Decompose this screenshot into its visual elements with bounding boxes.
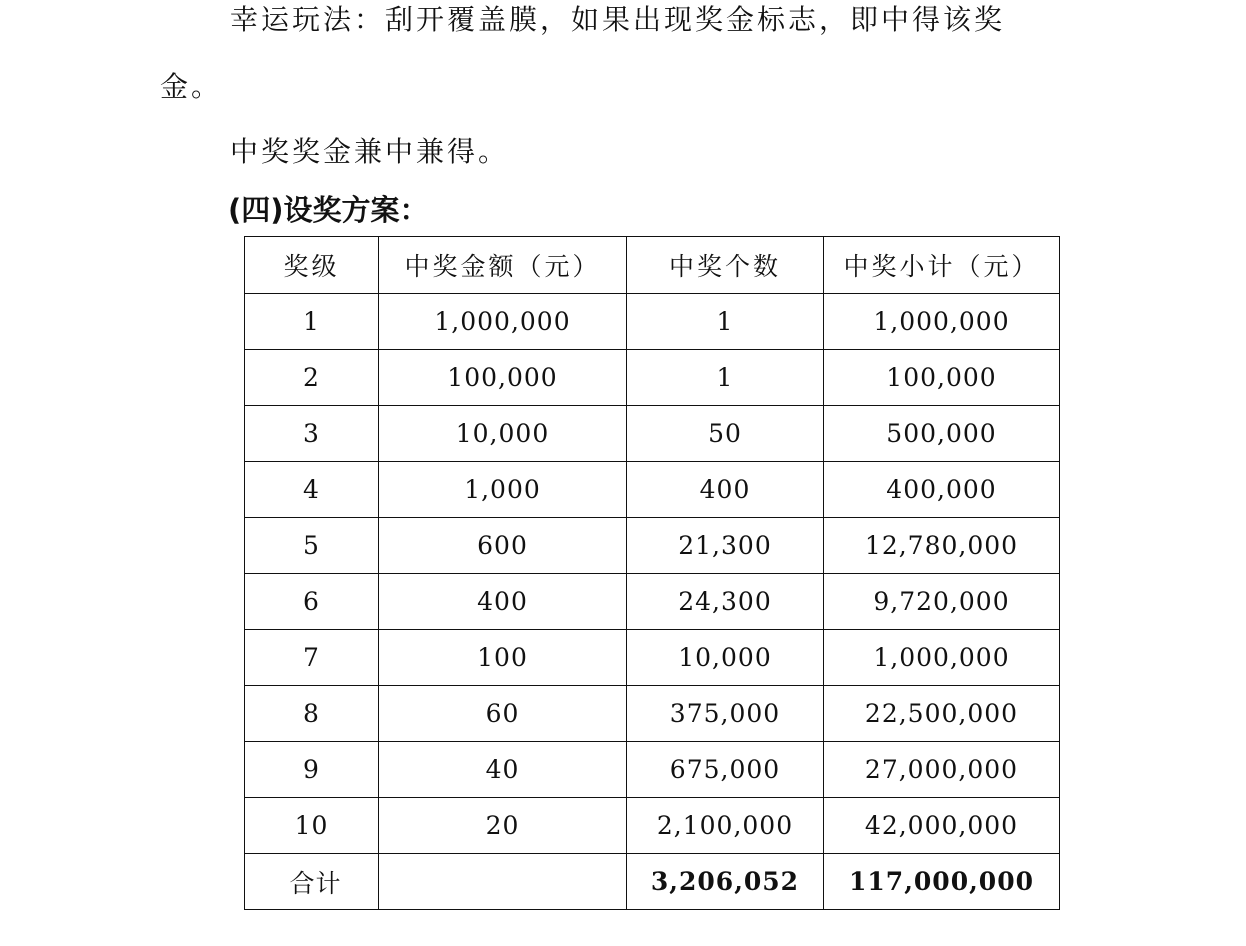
cell-count: 21,300 bbox=[627, 518, 824, 574]
cell-amount: 600 bbox=[379, 518, 627, 574]
cell-subtotal: 500,000 bbox=[824, 406, 1060, 462]
cell-amount: 400 bbox=[379, 574, 627, 630]
table-row bbox=[245, 630, 1060, 686]
table-header-row bbox=[245, 237, 1060, 294]
total-count: 3,206,052 bbox=[627, 854, 824, 910]
table-row bbox=[245, 686, 1060, 742]
cell-subtotal: 42,000,000 bbox=[824, 798, 1060, 854]
total-subtotal: 117,000,000 bbox=[824, 854, 1060, 910]
cell-amount: 10,000 bbox=[379, 406, 627, 462]
table-total-row bbox=[245, 854, 1060, 910]
cell-level: 9 bbox=[245, 742, 379, 798]
cell-amount: 1,000 bbox=[379, 462, 627, 518]
cell-count: 375,000 bbox=[627, 686, 824, 742]
prize-table bbox=[244, 236, 1060, 910]
lucky-play-paragraph-continued: 金。 bbox=[160, 70, 223, 103]
header-prize-subtotal: 中奖小计（元） bbox=[824, 237, 1060, 294]
total-amount bbox=[379, 854, 627, 910]
cell-count: 400 bbox=[627, 462, 824, 518]
cell-amount: 20 bbox=[379, 798, 627, 854]
cell-count: 24,300 bbox=[627, 574, 824, 630]
cell-subtotal: 100,000 bbox=[824, 350, 1060, 406]
combined-prize-paragraph: 中奖奖金兼中兼得。 bbox=[230, 135, 510, 168]
header-prize-level: 奖级 bbox=[245, 237, 379, 294]
cell-count: 1 bbox=[627, 350, 824, 406]
cell-count: 50 bbox=[627, 406, 824, 462]
cell-level: 1 bbox=[245, 294, 379, 350]
cell-level: 5 bbox=[245, 518, 379, 574]
cell-subtotal: 22,500,000 bbox=[824, 686, 1060, 742]
cell-level: 4 bbox=[245, 462, 379, 518]
cell-subtotal: 1,000,000 bbox=[824, 294, 1060, 350]
cell-level: 7 bbox=[245, 630, 379, 686]
cell-level: 8 bbox=[245, 686, 379, 742]
cell-subtotal: 9,720,000 bbox=[824, 574, 1060, 630]
cell-amount: 1,000,000 bbox=[379, 294, 627, 350]
header-prize-amount: 中奖金额（元） bbox=[379, 237, 627, 294]
cell-level: 2 bbox=[245, 350, 379, 406]
cell-count: 10,000 bbox=[627, 630, 824, 686]
cell-level: 10 bbox=[245, 798, 379, 854]
table-row bbox=[245, 350, 1060, 406]
cell-count: 1 bbox=[627, 294, 824, 350]
cell-level: 6 bbox=[245, 574, 379, 630]
cell-amount: 100,000 bbox=[379, 350, 627, 406]
table-row bbox=[245, 406, 1060, 462]
cell-count: 675,000 bbox=[627, 742, 824, 798]
table-row bbox=[245, 462, 1060, 518]
cell-amount: 40 bbox=[379, 742, 627, 798]
table-row bbox=[245, 574, 1060, 630]
cell-subtotal: 27,000,000 bbox=[824, 742, 1060, 798]
section-heading: (四)设奖方案： bbox=[228, 193, 429, 227]
cell-subtotal: 1,000,000 bbox=[824, 630, 1060, 686]
cell-amount: 100 bbox=[379, 630, 627, 686]
table-row bbox=[245, 742, 1060, 798]
cell-subtotal: 400,000 bbox=[824, 462, 1060, 518]
table-row bbox=[245, 518, 1060, 574]
cell-level: 3 bbox=[245, 406, 379, 462]
lucky-play-paragraph: 幸运玩法：刮开覆盖膜，如果出现奖金标志，即中得该奖 bbox=[230, 3, 1006, 36]
table-row bbox=[245, 294, 1060, 350]
cell-amount: 60 bbox=[379, 686, 627, 742]
header-winner-count: 中奖个数 bbox=[627, 237, 824, 294]
cell-subtotal: 12,780,000 bbox=[824, 518, 1060, 574]
table-row bbox=[245, 798, 1060, 854]
total-label: 合计 bbox=[245, 854, 379, 910]
cell-count: 2,100,000 bbox=[627, 798, 824, 854]
